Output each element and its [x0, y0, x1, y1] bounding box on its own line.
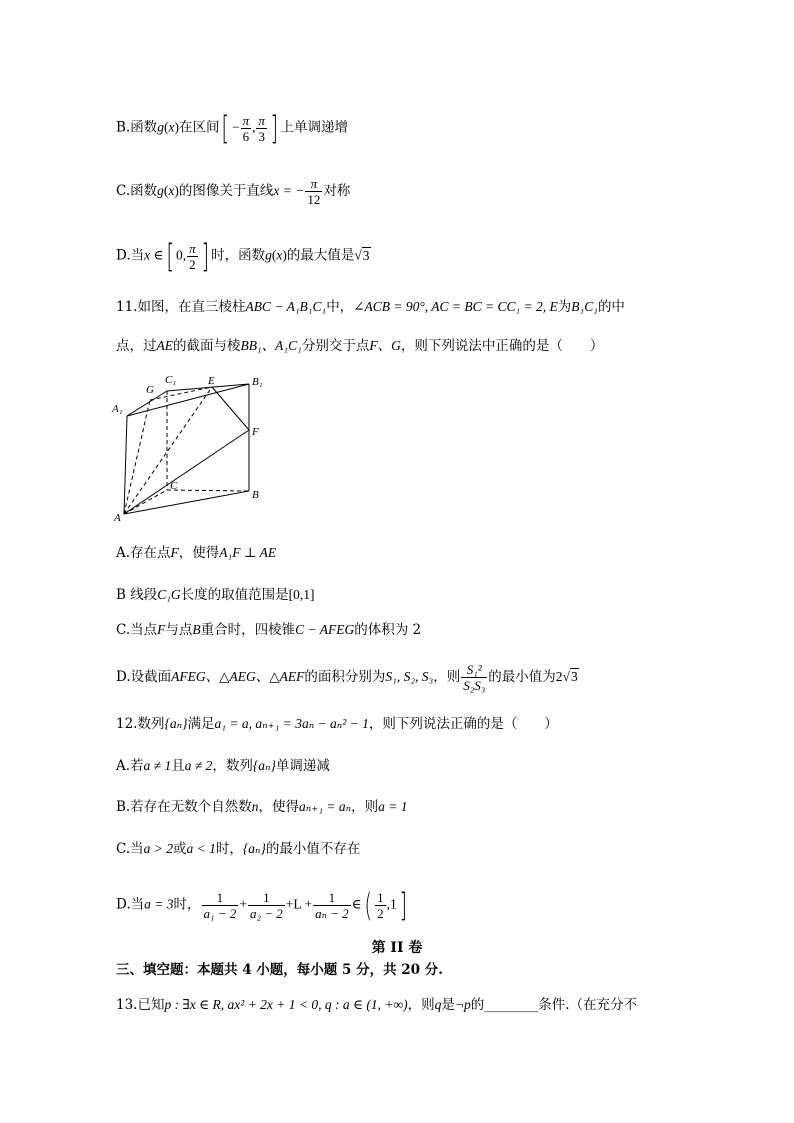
label-b1: B₁	[252, 376, 263, 388]
section-title: 第 II 卷	[371, 940, 423, 956]
q11-option-b: B 线段C₁G长度的取值范围是[0,1]	[116, 587, 315, 603]
q12-option-a: A.若a ≠ 1且a ≠ 2，数列{aₙ}单调递减	[116, 758, 330, 774]
q10-option-c: C.函数g(x)的图像关于直线x = − $\frac{\pi}{12}$ 对称	[116, 176, 351, 207]
q10-option-d: D.当x ∈[ 0, $\frac{\pi}{2}$ ] 时，函数g(x)的最大值是√3	[116, 237, 370, 275]
q11-stem-line2: 点，过AE的截面与棱BB₁、A₁C₁分别交于点F、G，则下列说法中正确的是（ ）	[116, 338, 604, 354]
q11-stem-line1: 11.如图，在直三棱柱ABC − A₁B₁C₁中，∠ACB = 90°, AC = BC = CC₁ = 2, E为B₁C₁的中	[116, 299, 625, 315]
fraction: $\frac{\pi}{2}$	[189, 240, 196, 272]
fraction: $\frac{1}{\text{a₂ − 2}}$	[249, 889, 283, 921]
label-a1: A₁	[112, 403, 123, 415]
q12-option-c: C.当a > 2或a < 1时，{aₙ}的最小值不存在	[116, 841, 361, 857]
label-c: C	[170, 480, 178, 492]
q11-option-d: D.设截面AFEG、△AEG、△AEF的面积分别为S₁, S₂, S₃，则 $\frac{\text{S₁²}}{\text{S₂S₃}}$ 的最小值为2√3	[116, 662, 578, 693]
label-a: A	[114, 512, 121, 522]
q13-stem: 13.已知p : ∃x ∈ R, ax² + 2x + 1 < 0, q : a ∈ (1, +∞)，则q是¬p的________条件.（在充分不	[116, 997, 638, 1013]
fraction: $\frac{\pi}{12}$	[307, 176, 321, 207]
section-heading: 三、填空题：本题共 4 小题，每小题 5 分，共 20 分.	[116, 962, 443, 978]
prism-figure	[108, 372, 278, 522]
q12-stem: 12.数列{aₙ}满足a₁ = a, aₙ₊₁ = 3aₙ − aₙ² − 1，则下列说法正确的是（ ）	[116, 716, 558, 732]
q11-option-c: C.当点F与点B重合时，四棱锥C − AFEG的体积为 2	[116, 622, 422, 638]
q12-option-d: D.当a = 3时， $\frac{1}{\text{a₁ − 2}}$ + $\frac{1}{\text{a₂ − 2}}$ +L + $\frac{1}{\text{aₙ − 2}}$ ∈( $\frac{1}{2}$ ,1]	[116, 886, 407, 924]
label-f: F	[252, 426, 259, 438]
q11-option-a: A.存在点F，使得A₁F ⊥ AE	[116, 545, 277, 561]
label-e: E	[208, 375, 215, 387]
fraction: $\frac{1}{\text{a₁ − 2}}$	[203, 889, 237, 921]
fraction: $\frac{1}{2}$	[377, 889, 384, 921]
label-g: G	[146, 384, 154, 396]
q10-option-b: B.函数g(x)在区间[ − $\frac{\pi}{6}$ , $\frac{\pi}{3}$ ] 上单调递增	[116, 109, 348, 147]
fraction: $\frac{\pi}{6}$	[242, 112, 250, 144]
label-b: B	[252, 489, 259, 501]
answer-blank[interactable]: ________	[484, 997, 539, 1013]
fraction: $\frac{\text{S₁²}}{\text{S₂S₃}}$	[463, 662, 486, 693]
fraction: $\frac{\pi}{3}$	[258, 112, 265, 144]
q12-option-b: B.若存在无数个自然数n，使得aₙ₊₁ = aₙ，则a = 1	[116, 799, 408, 815]
label-c1: C₁	[165, 374, 177, 386]
fraction: $\frac{1}{\text{aₙ − 2}}$	[315, 889, 349, 921]
